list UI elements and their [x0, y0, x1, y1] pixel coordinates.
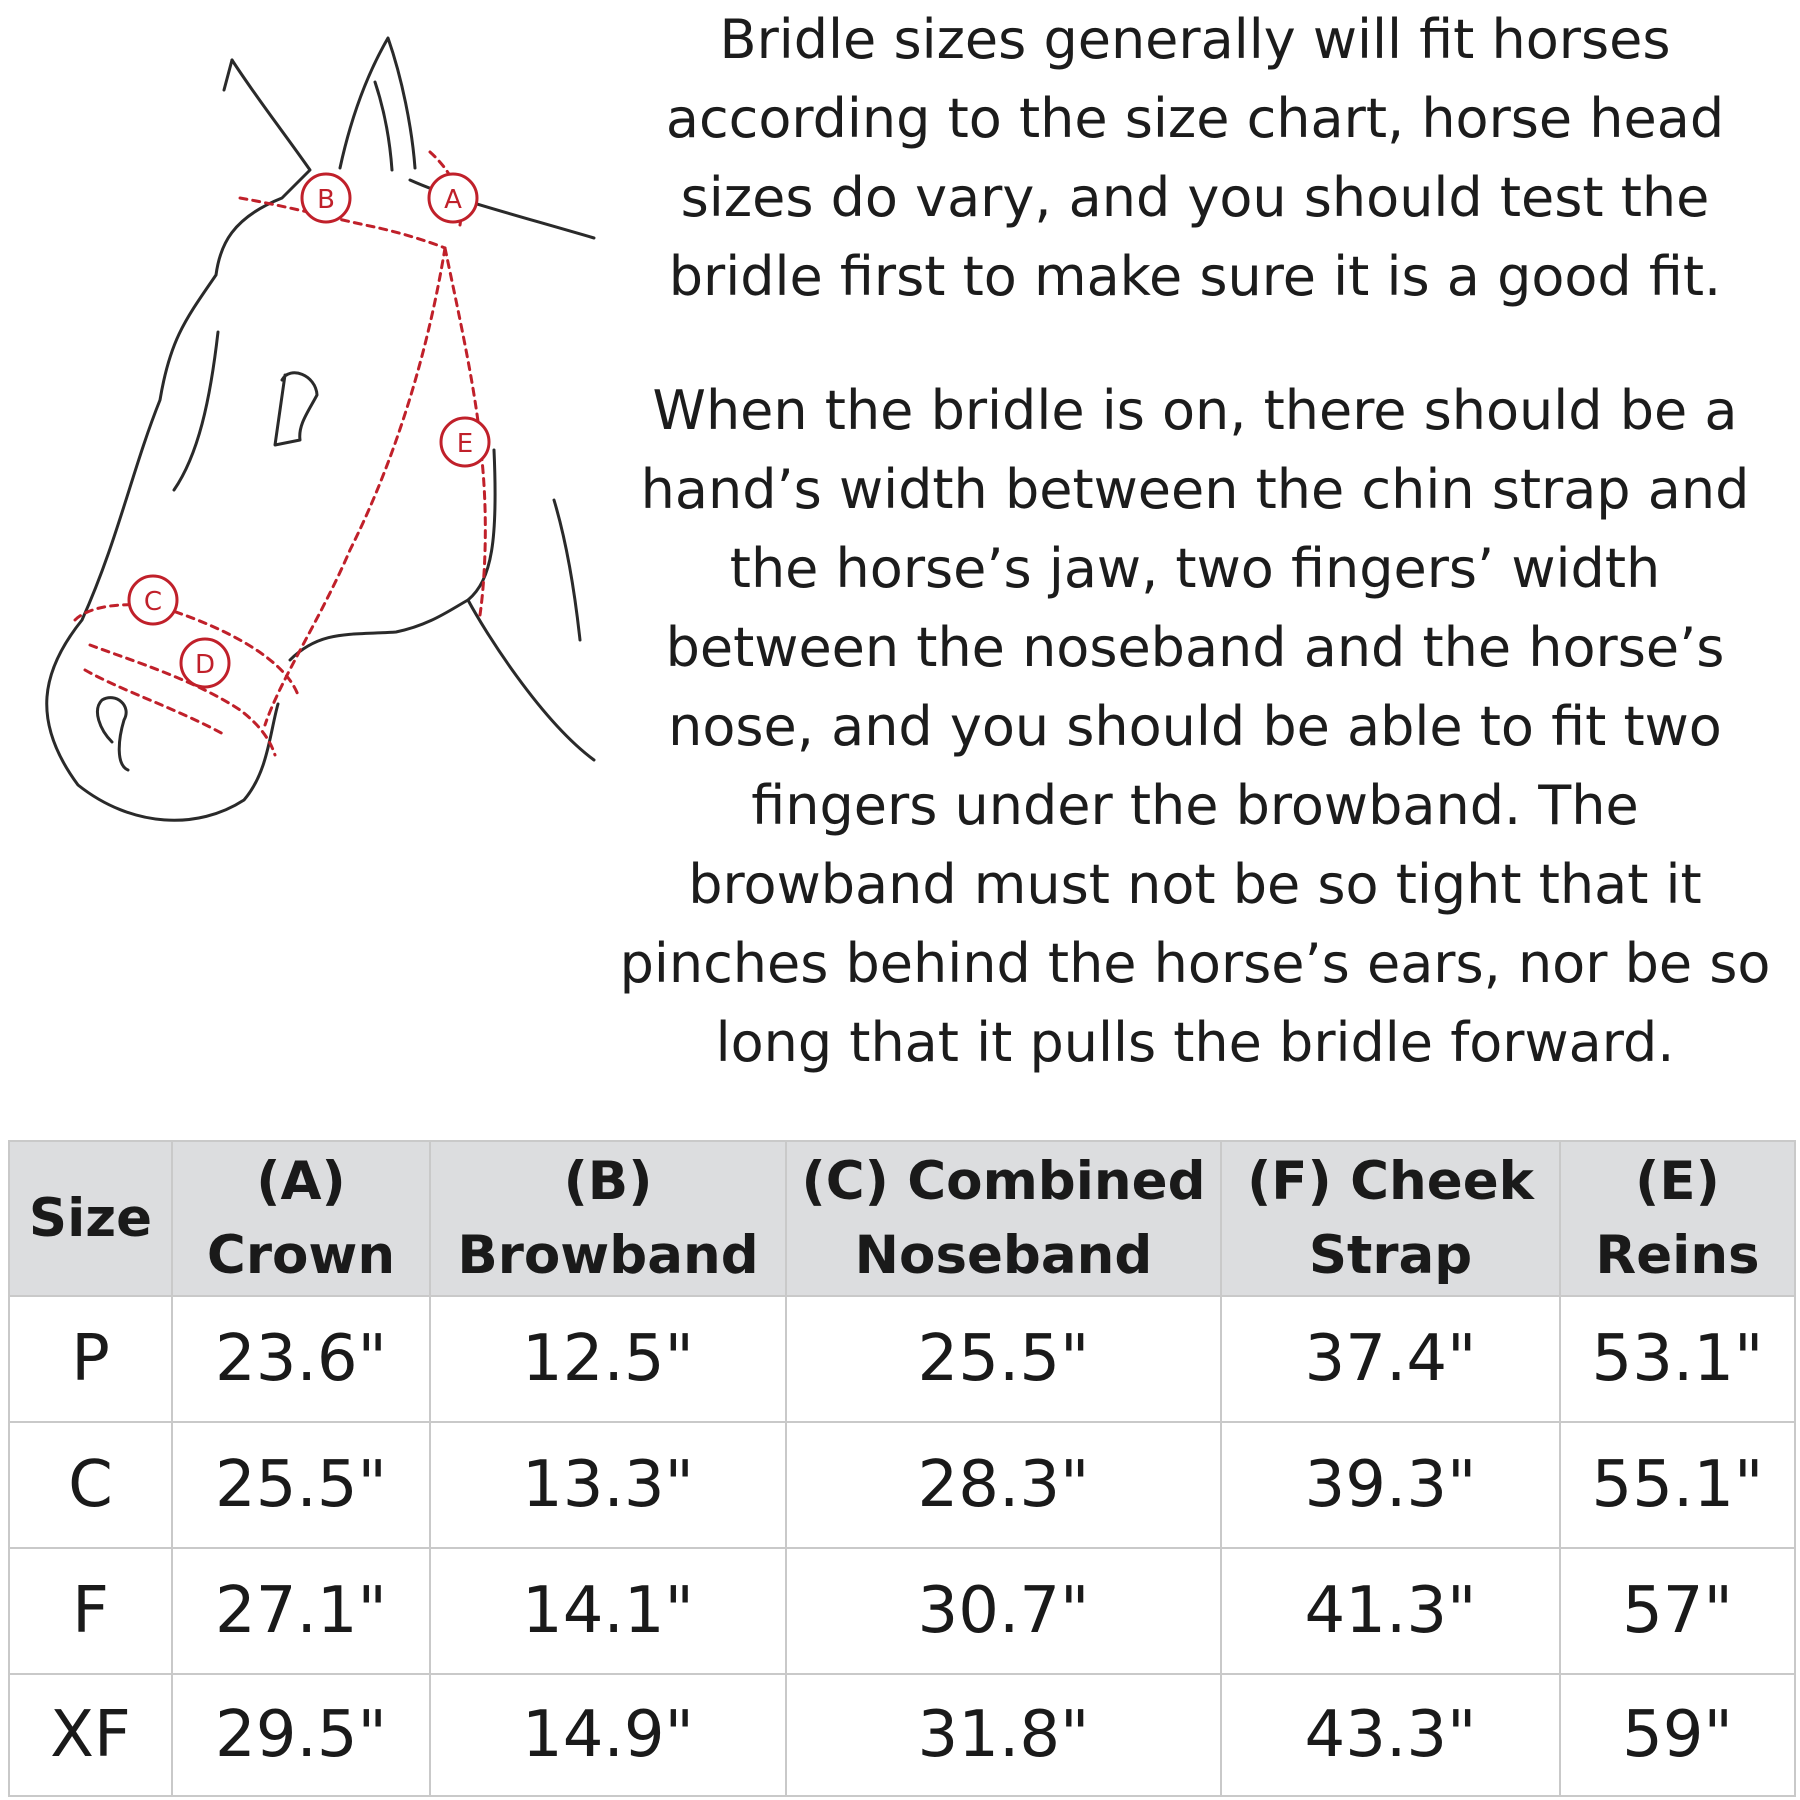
- cell-reins: 53.1": [1560, 1296, 1795, 1422]
- intro-paragraph-1: Bridle sizes generally will fit horses according to the size chart, horse head sizes do vary, and you should test the bridle first to make sure it is a good fit.: [665, 8, 1725, 308]
- header-crown: (A) Crown: [172, 1141, 430, 1296]
- marker-e: [441, 418, 489, 466]
- cell-size: P: [9, 1296, 172, 1422]
- cell-browband: 14.1": [430, 1548, 786, 1674]
- cell-crown: 23.6": [172, 1296, 430, 1422]
- header-noseband: (C) Combined Noseband: [786, 1141, 1221, 1296]
- marker-b: [302, 174, 350, 222]
- cell-browband: 14.9": [430, 1674, 786, 1796]
- horse-outline: [47, 38, 594, 820]
- cell-reins: 59": [1560, 1674, 1795, 1796]
- cell-size: XF: [9, 1674, 172, 1796]
- table-row: [9, 1422, 1795, 1548]
- table-row: [9, 1548, 1795, 1674]
- bridle-dashed-lines: [75, 152, 485, 755]
- marker-e-label: E: [456, 429, 474, 459]
- marker-c: [129, 576, 177, 624]
- intro-paragraph-2: When the bridle is on, there should be a hand’s width between the chin strap and the horse’s jaw, two fingers’ width between the noseband and the horse’s nose, and you should be able to fit two fingers under the browband. The browband must not be so tight that it pinches behind the horse’s ears, nor be so long that it pulls the bridle forward.: [619, 379, 1771, 1074]
- cell-cheek-strap: 41.3": [1221, 1548, 1560, 1674]
- cell-reins: 57": [1560, 1548, 1795, 1674]
- header-cheek-strap: (F) Cheek Strap: [1221, 1141, 1560, 1296]
- cell-cheek-strap: 37.4": [1221, 1296, 1560, 1422]
- cell-crown: 25.5": [172, 1422, 430, 1548]
- cell-cheek-strap: 39.3": [1221, 1422, 1560, 1548]
- cell-crown: 29.5": [172, 1674, 430, 1796]
- header-reins: (E) Reins: [1560, 1141, 1795, 1296]
- horse-head-diagram: [20, 20, 610, 860]
- marker-d: [181, 639, 229, 687]
- fit-instructions: [610, 0, 1780, 1082]
- marker-a-label: A: [444, 185, 462, 215]
- cell-noseband: 30.7": [786, 1548, 1221, 1674]
- table-row: [9, 1296, 1795, 1422]
- cell-size: C: [9, 1422, 172, 1548]
- cell-noseband: 31.8": [786, 1674, 1221, 1796]
- header-browband: (B) Browband: [430, 1141, 786, 1296]
- cell-browband: 12.5": [430, 1296, 786, 1422]
- marker-c-label: C: [143, 587, 163, 617]
- size-chart-table: [8, 1140, 1796, 1797]
- table-header-row: [9, 1141, 1795, 1296]
- cell-noseband: 25.5": [786, 1296, 1221, 1422]
- cell-browband: 13.3": [430, 1422, 786, 1548]
- cell-noseband: 28.3": [786, 1422, 1221, 1548]
- marker-a: [429, 174, 477, 222]
- cell-reins: 55.1": [1560, 1422, 1795, 1548]
- cell-size: F: [9, 1548, 172, 1674]
- marker-d-label: D: [194, 650, 216, 680]
- marker-b-label: B: [317, 185, 335, 215]
- cell-cheek-strap: 43.3": [1221, 1674, 1560, 1796]
- table-row: [9, 1674, 1795, 1796]
- header-size: Size: [9, 1141, 172, 1296]
- cell-crown: 27.1": [172, 1548, 430, 1674]
